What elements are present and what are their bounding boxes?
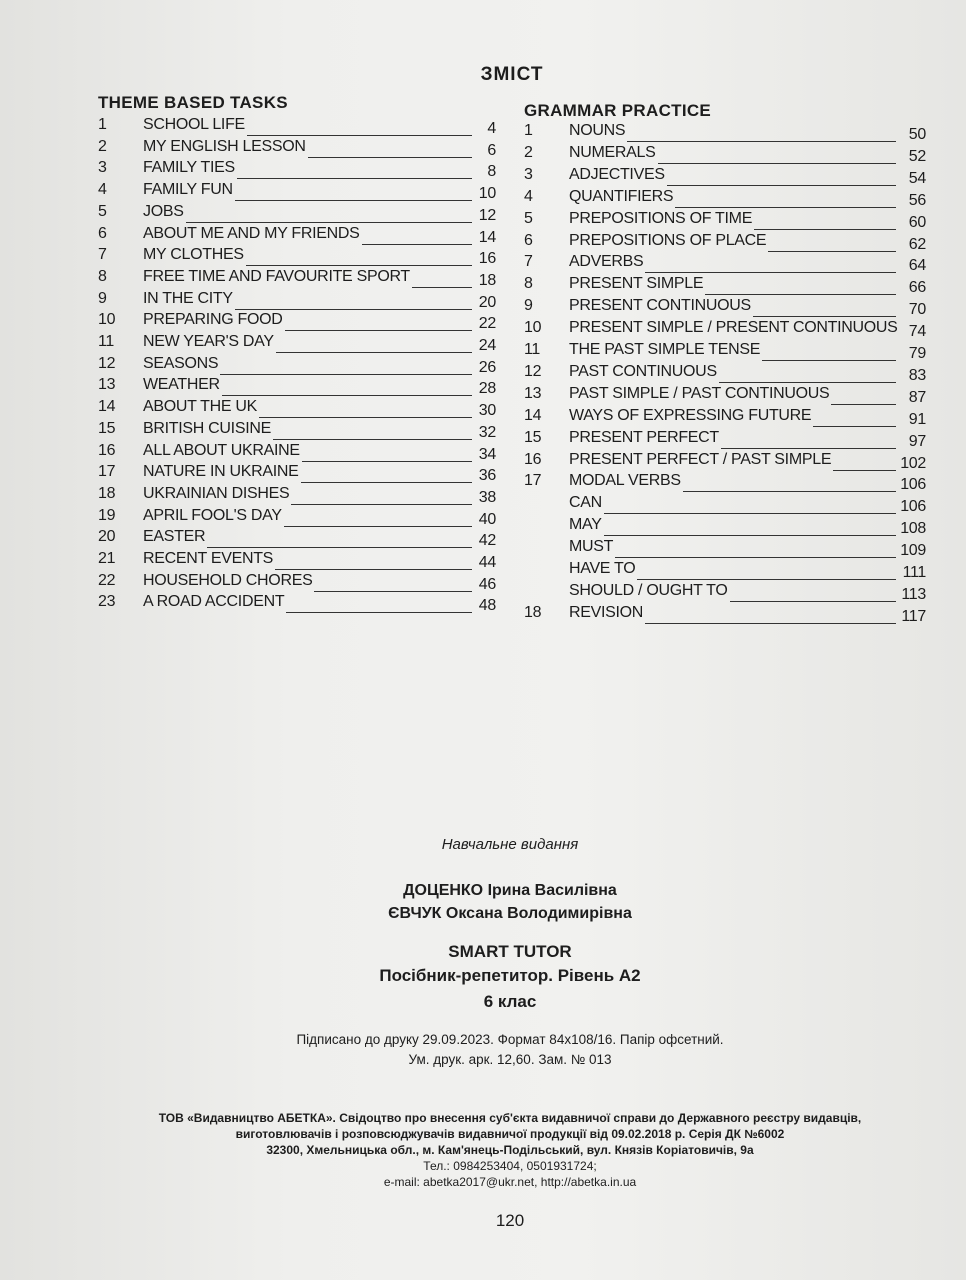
toc-row bbox=[98, 311, 496, 333]
toc-item-number: 7 bbox=[524, 253, 533, 271]
publisher-email: e-mail: abetka2017@ukr.net, http://abetka.in.ua bbox=[383, 1175, 637, 1189]
toc-item-title: PRESENT SIMPLE bbox=[569, 275, 704, 293]
toc-row bbox=[98, 181, 496, 203]
toc-row bbox=[98, 203, 496, 225]
toc-leader-line bbox=[273, 439, 472, 440]
toc-item-title: PAST SIMPLE / PAST CONTINUOUS bbox=[569, 384, 830, 402]
toc-item-number: 12 bbox=[98, 354, 116, 372]
toc-leader-line bbox=[831, 404, 896, 405]
toc-item-page: 83 bbox=[908, 366, 926, 384]
toc-item-title: NATURE IN UKRAINE bbox=[143, 463, 299, 481]
toc-row bbox=[524, 538, 926, 560]
toc-item-page: 62 bbox=[908, 235, 926, 253]
toc-leader-line bbox=[683, 491, 896, 492]
toc-item-number: 18 bbox=[98, 484, 116, 502]
toc-leader-line bbox=[220, 374, 472, 375]
toc-item-title: PREPARING FOOD bbox=[143, 311, 283, 329]
toc-item-number: 4 bbox=[524, 187, 533, 205]
toc-item-page: 117 bbox=[901, 607, 926, 625]
toc-item-number: 4 bbox=[98, 181, 107, 199]
toc-leader-line bbox=[186, 222, 472, 223]
toc-row bbox=[524, 385, 926, 407]
toc-item-page: 16 bbox=[478, 250, 496, 268]
toc-leader-line bbox=[302, 461, 472, 462]
toc-item-number: 12 bbox=[524, 362, 542, 380]
toc-item-page: 46 bbox=[478, 575, 496, 593]
toc-row bbox=[98, 246, 496, 268]
toc-item-title: PRESENT CONTINUOUS bbox=[569, 297, 751, 315]
toc-row bbox=[524, 560, 926, 582]
toc-leader-line bbox=[833, 470, 896, 471]
toc-item-title: ABOUT THE UK bbox=[143, 398, 258, 416]
toc-item-page: 18 bbox=[478, 271, 496, 289]
toc-item-page: 97 bbox=[908, 432, 926, 450]
toc-item-page: 70 bbox=[908, 301, 926, 319]
toc-item-number: 10 bbox=[98, 311, 116, 329]
toc-item-title: BRITISH CUISINE bbox=[143, 419, 271, 437]
toc-item-number: 19 bbox=[98, 506, 116, 524]
toc-leader-line bbox=[207, 547, 472, 548]
toc-item-title: ADVERBS bbox=[569, 253, 644, 271]
toc-row bbox=[524, 494, 926, 516]
publisher-address: 32300, Хмельницька обл., м. Кам'янець-Подільський, вул. Князів Коріатовичів, 9а bbox=[266, 1143, 754, 1157]
toc-item-number: 23 bbox=[98, 593, 116, 611]
toc-row bbox=[524, 341, 926, 363]
toc-leader-line bbox=[615, 557, 896, 558]
toc-item-title: PRESENT SIMPLE / PRESENT CONTINUOUS bbox=[569, 319, 898, 337]
toc-item-title: MY CLOTHES bbox=[143, 246, 244, 264]
toc-row bbox=[98, 376, 496, 398]
toc-item-title: THE PAST SIMPLE TENSE bbox=[569, 341, 761, 358]
toc-item-title: APRIL FOOL'S DAY bbox=[143, 506, 282, 524]
toc-row bbox=[524, 297, 926, 319]
book-title: SMART TUTOR bbox=[448, 942, 572, 961]
toc-item-number: 11 bbox=[98, 333, 115, 350]
toc-row bbox=[524, 472, 926, 494]
toc-item-number: 13 bbox=[98, 376, 116, 394]
author-2: ЄВЧУК Оксана Володимирівна bbox=[388, 905, 632, 922]
publisher-line-2: виготовлювачів і розповсюджувачів видавничої продукції від 09.02.2018 р. Серія ДК №6002 bbox=[235, 1127, 785, 1141]
toc-item-title: WAYS OF EXPRESSING FUTURE bbox=[569, 406, 812, 424]
toc-leader-line bbox=[705, 294, 896, 295]
toc-item-number: 9 bbox=[98, 289, 107, 307]
toc-item-page: 20 bbox=[478, 293, 496, 311]
toc-item-title: NEW YEAR'S DAY bbox=[143, 333, 274, 350]
toc-row bbox=[524, 253, 926, 275]
toc-item-title: HAVE TO bbox=[569, 560, 636, 577]
toc-leader-line bbox=[753, 316, 896, 317]
toc-item-number: 7 bbox=[98, 246, 107, 264]
toc-item-number: 6 bbox=[98, 224, 107, 242]
toc-item-title: QUANTIFIERS bbox=[569, 187, 674, 205]
toc-item-page: 109 bbox=[900, 542, 926, 560]
toc-row bbox=[524, 122, 926, 144]
toc-item-title: SCHOOL LIFE bbox=[143, 116, 245, 133]
toc-leader-line bbox=[604, 513, 896, 514]
toc-item-page: 79 bbox=[908, 345, 926, 362]
toc-item-page: 50 bbox=[908, 126, 926, 143]
toc-item-number: 1 bbox=[524, 122, 533, 139]
print-info-1: Підписано до друку 29.09.2023. Формат 84х108/16. Папір офсетний. bbox=[296, 1032, 724, 1047]
toc-item-title: PREPOSITIONS OF PLACE bbox=[569, 231, 767, 249]
toc-item-page: 102 bbox=[900, 454, 926, 472]
toc-row bbox=[524, 144, 926, 166]
toc-row bbox=[98, 507, 496, 529]
toc-item-number: 21 bbox=[98, 550, 116, 567]
toc-item-page: 34 bbox=[478, 445, 496, 463]
book-subtitle: Посібник-репетитор. Рівень А2 bbox=[379, 966, 641, 985]
toc-item-page: 32 bbox=[478, 423, 496, 441]
toc-item-page: 30 bbox=[478, 402, 496, 420]
toc-leader-line bbox=[412, 287, 472, 288]
toc-item-page: 111 bbox=[902, 564, 926, 581]
toc-item-title: HOUSEHOLD CHORES bbox=[143, 571, 313, 589]
toc-row bbox=[524, 582, 926, 604]
toc-row bbox=[524, 516, 926, 538]
toc-row bbox=[98, 333, 496, 355]
toc-row bbox=[98, 485, 496, 507]
toc-leader-line bbox=[237, 178, 472, 179]
toc-leader-line bbox=[246, 265, 472, 266]
toc-item-number: 1 bbox=[98, 116, 107, 133]
theme-section-heading: THEME BASED TASKS bbox=[98, 93, 288, 112]
toc-item-page: 48 bbox=[478, 597, 496, 615]
toc-leader-line bbox=[314, 591, 472, 592]
toc-item-title: SEASONS bbox=[143, 354, 219, 372]
toc-item-page: 91 bbox=[908, 410, 926, 428]
toc-leader-line bbox=[284, 526, 472, 527]
toc-item-page: 44 bbox=[478, 554, 496, 571]
toc-row bbox=[524, 319, 926, 341]
toc-leader-line bbox=[286, 612, 472, 613]
toc-leader-line bbox=[247, 135, 472, 136]
toc-item-number: 17 bbox=[524, 472, 542, 490]
toc-item-title: MODAL VERBS bbox=[569, 472, 681, 490]
toc-item-title: ADJECTIVES bbox=[569, 165, 665, 183]
toc-row bbox=[524, 232, 926, 254]
toc-item-title: REVISION bbox=[569, 603, 644, 621]
toc-item-page: 8 bbox=[487, 163, 496, 181]
toc-leader-line bbox=[362, 244, 472, 245]
toc-item-title: ABOUT ME AND MY FRIENDS bbox=[143, 224, 360, 242]
toc-item-page: 22 bbox=[478, 315, 496, 333]
toc-row bbox=[98, 463, 496, 485]
toc-leader-line bbox=[285, 330, 472, 331]
toc-leader-line bbox=[308, 157, 472, 158]
toc-leader-line bbox=[259, 417, 472, 418]
toc-item-title: SHOULD / OUGHT TO bbox=[569, 581, 728, 599]
toc-leader-line bbox=[275, 569, 472, 570]
toc-item-number: 9 bbox=[524, 297, 533, 315]
toc-row bbox=[524, 188, 926, 210]
toc-row bbox=[98, 528, 496, 550]
toc-leader-line bbox=[235, 309, 472, 310]
toc-leader-line bbox=[730, 601, 897, 602]
toc-item-title: UKRAINIAN DISHES bbox=[143, 484, 290, 502]
print-info-2: Ум. друк. арк. 12,60. Зам. № 013 bbox=[408, 1052, 612, 1067]
toc-item-number: 2 bbox=[524, 143, 533, 161]
toc-item-page: 10 bbox=[478, 185, 496, 203]
toc-leader-line bbox=[768, 251, 896, 252]
toc-item-number: 5 bbox=[524, 209, 533, 227]
toc-row bbox=[98, 398, 496, 420]
publisher-line-1: ТОВ «Видавництво АБЕТКА». Свідоцтво про внесення суб'єкта видавничої справи до Державного реєстру видавців, bbox=[158, 1111, 862, 1125]
toc-item-page: 113 bbox=[901, 585, 926, 603]
toc-row bbox=[524, 363, 926, 385]
toc-item-page: 42 bbox=[478, 532, 496, 550]
author-1: ДОЦЕНКО Ірина Василівна bbox=[403, 882, 617, 899]
toc-item-number: 13 bbox=[524, 384, 542, 402]
toc-item-number: 6 bbox=[524, 231, 533, 249]
toc-row bbox=[98, 116, 496, 138]
toc-item-title: PAST CONTINUOUS bbox=[569, 362, 717, 380]
toc-row bbox=[98, 420, 496, 442]
toc-item-title: A ROAD ACCIDENT bbox=[143, 593, 285, 611]
toc-item-page: 12 bbox=[478, 206, 496, 224]
toc-item-title: FAMILY FUN bbox=[143, 181, 233, 199]
toc-row bbox=[524, 210, 926, 232]
toc-item-title: PRESENT PERFECT / PAST SIMPLE bbox=[569, 450, 832, 468]
toc-item-page: 66 bbox=[908, 279, 926, 297]
toc-leader-line bbox=[276, 352, 472, 353]
toc-leader-line bbox=[645, 623, 896, 624]
toc-row bbox=[524, 429, 926, 451]
toc-item-title: PREPOSITIONS OF TIME bbox=[569, 209, 753, 227]
toc-leader-line bbox=[645, 272, 896, 273]
toc-item-number: 5 bbox=[98, 202, 107, 220]
toc-row bbox=[524, 451, 926, 473]
toc-item-title: MAY bbox=[569, 516, 602, 534]
toc-item-number: 16 bbox=[524, 450, 542, 468]
toc-item-title: MUST bbox=[569, 538, 614, 556]
edition-type: Навчальне видання bbox=[441, 836, 579, 853]
toc-leader-line bbox=[675, 207, 896, 208]
toc-item-number: 11 bbox=[524, 341, 541, 358]
toc-row bbox=[524, 166, 926, 188]
toc-row bbox=[524, 407, 926, 429]
toc-leader-line bbox=[637, 579, 896, 580]
toc-item-page: 54 bbox=[908, 169, 926, 187]
toc-item-number: 2 bbox=[98, 137, 107, 155]
toc-row bbox=[98, 268, 496, 290]
toc-item-title: ALL ABOUT UKRAINE bbox=[143, 441, 300, 459]
theme-toc-list bbox=[98, 116, 498, 626]
toc-item-number: 10 bbox=[524, 319, 542, 337]
toc-item-title: FAMILY TIES bbox=[143, 159, 235, 177]
toc-item-number: 16 bbox=[98, 441, 116, 459]
page-number: 120 bbox=[495, 1211, 525, 1230]
toc-item-page: 14 bbox=[478, 228, 496, 246]
toc-item-number: 15 bbox=[98, 419, 116, 437]
toc-item-page: 106 bbox=[900, 498, 926, 516]
toc-item-page: 24 bbox=[478, 337, 496, 354]
toc-row bbox=[98, 138, 496, 160]
toc-item-number: 8 bbox=[98, 267, 107, 285]
toc-item-title: MY ENGLISH LESSON bbox=[143, 137, 306, 155]
toc-item-page: 40 bbox=[478, 510, 496, 528]
toc-row bbox=[98, 572, 496, 594]
toc-item-number: 17 bbox=[98, 463, 116, 481]
toc-item-page: 108 bbox=[900, 520, 926, 538]
toc-leader-line bbox=[762, 360, 896, 361]
toc-item-title: WEATHER bbox=[143, 376, 220, 394]
toc-item-page: 52 bbox=[908, 147, 926, 165]
toc-leader-line bbox=[813, 426, 896, 427]
toc-leader-line bbox=[719, 382, 896, 383]
toc-item-number: 14 bbox=[98, 398, 116, 416]
toc-item-title: NUMERALS bbox=[569, 143, 656, 161]
toc-item-number: 14 bbox=[524, 406, 542, 424]
publisher-phone: Тел.: 0984253404, 0501931724; bbox=[423, 1159, 597, 1173]
toc-row bbox=[98, 290, 496, 312]
toc-item-title: IN THE CITY bbox=[143, 289, 233, 307]
toc-row bbox=[524, 275, 926, 297]
toc-item-page: 64 bbox=[908, 257, 926, 275]
toc-row bbox=[98, 442, 496, 464]
toc-item-number: 8 bbox=[524, 275, 533, 293]
toc-item-page: 74 bbox=[908, 323, 926, 341]
contents-title: ЗМІСТ bbox=[480, 64, 544, 85]
toc-leader-line bbox=[235, 200, 472, 201]
grade: 6 клас bbox=[483, 992, 537, 1011]
toc-item-number: 20 bbox=[98, 528, 116, 546]
toc-item-page: 87 bbox=[908, 388, 926, 406]
toc-row bbox=[98, 593, 496, 615]
toc-item-page: 36 bbox=[478, 467, 496, 485]
toc-leader-line bbox=[627, 141, 896, 142]
toc-item-number: 15 bbox=[524, 428, 542, 446]
toc-leader-line bbox=[667, 185, 896, 186]
toc-row bbox=[524, 604, 926, 626]
toc-item-page: 60 bbox=[908, 213, 926, 231]
toc-item-number: 18 bbox=[524, 603, 542, 621]
toc-item-number: 3 bbox=[524, 165, 533, 183]
toc-item-page: 106 bbox=[900, 476, 926, 494]
toc-row bbox=[98, 159, 496, 181]
toc-leader-line bbox=[604, 535, 896, 536]
toc-leader-line bbox=[301, 482, 472, 483]
toc-row bbox=[98, 355, 496, 377]
toc-item-page: 56 bbox=[908, 191, 926, 209]
toc-item-number: 22 bbox=[98, 571, 116, 589]
toc-item-page: 28 bbox=[478, 380, 496, 398]
toc-item-title: NOUNS bbox=[569, 122, 626, 139]
toc-leader-line bbox=[222, 395, 472, 396]
toc-item-title: JOBS bbox=[143, 202, 184, 220]
toc-item-title: PRESENT PERFECT bbox=[569, 428, 719, 446]
grammar-section-heading: GRAMMAR PRACTICE bbox=[524, 101, 712, 120]
toc-row bbox=[98, 225, 496, 247]
toc-item-title: RECENT EVENTS bbox=[143, 550, 274, 567]
toc-item-title: FREE TIME AND FAVOURITE SPORT bbox=[143, 267, 410, 285]
toc-leader-line bbox=[754, 229, 896, 230]
toc-leader-line bbox=[721, 448, 896, 449]
toc-item-page: 6 bbox=[487, 141, 496, 159]
toc-row bbox=[98, 550, 496, 572]
toc-item-number: 3 bbox=[98, 159, 107, 177]
toc-item-page: 38 bbox=[478, 488, 496, 506]
toc-item-page: 4 bbox=[487, 120, 496, 137]
toc-leader-line bbox=[658, 163, 896, 164]
toc-item-title: CAN bbox=[569, 494, 602, 512]
toc-item-title: EASTER bbox=[143, 528, 206, 546]
toc-item-page: 26 bbox=[478, 358, 496, 376]
grammar-toc-list bbox=[524, 122, 926, 632]
toc-leader-line bbox=[291, 504, 472, 505]
